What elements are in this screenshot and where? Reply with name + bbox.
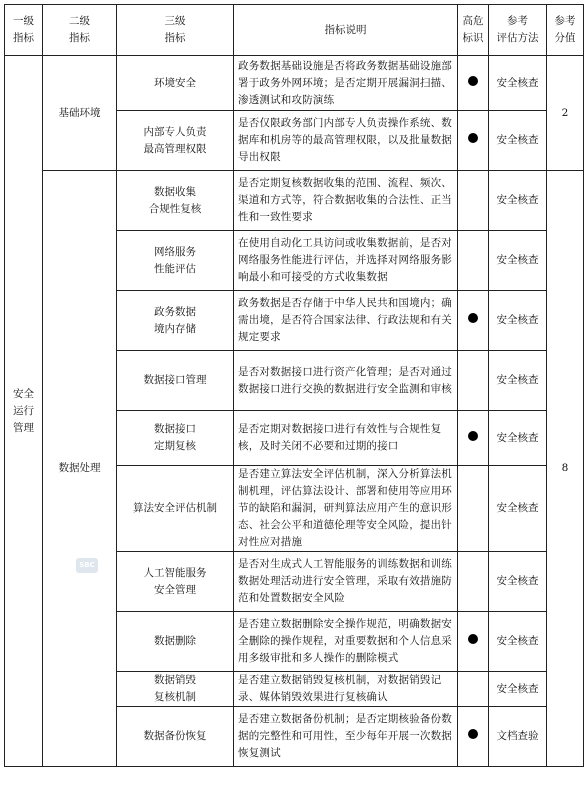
desc-cell [234,171,458,231]
level3-cell [117,351,234,411]
watermark-text: SBC [79,561,95,569]
level3-cell [117,56,234,111]
level3-label: 数据接口 定期复核 [154,423,196,452]
level3-label: 算法安全评估机制 [133,502,217,514]
level1-cell [5,56,43,767]
level3-label: 数据销毁 复核机制 [154,674,196,703]
high-risk-cell [458,56,489,111]
score-value: 8 [561,462,569,474]
desc-cell [234,111,458,171]
header-level1-text: 一级 指标 [13,15,34,44]
level3-cell [117,552,234,612]
method-text: 安全核查 [496,76,539,89]
level3-label: 环境安全 [154,76,196,89]
method-text: 安全核查 [496,134,539,146]
table-body [5,56,584,767]
desc-cell [234,291,458,351]
header-method [489,5,547,56]
desc-cell [234,231,458,291]
level2-label: 数据处理 [58,462,101,474]
header-level3-text: 三级 指标 [164,15,186,44]
level3-label: 人工智能服务 安全管理 [143,566,207,596]
header-score [547,5,584,56]
method-cell [489,231,547,291]
table-header-row [5,5,584,56]
high-risk-cell [458,171,489,231]
high-risk-dot-icon [468,729,478,739]
table-row [5,56,584,111]
high-risk-cell [458,466,489,552]
level3-cell [117,411,234,466]
table-row [5,171,584,231]
desc-text: 是否仅限政务部门内部专人负责操作系统、数据库和机房等的最高管理权限，以及批量数据导出权限 [238,117,452,163]
desc-text: 政务数据基础设施是否将政务数据基础设施部署于政务外网环境；是否定期开展漏洞扫描、渗透测试和攻防演练 [238,59,452,106]
high-risk-cell [458,111,489,171]
level3-cell [117,672,234,707]
high-risk-cell [458,231,489,291]
level3-label: 数据收集 合规性复核 [148,185,202,215]
high-risk-cell [458,672,489,707]
method-text: 安全核查 [496,431,539,444]
desc-text: 在使用自动化工具访问或收集数据前，是否对网络服务性能进行评估，并选择对网络服务影响最小和可接受的方式收集数据 [238,237,452,283]
desc-cell [234,466,458,552]
method-text: 安全核查 [496,254,539,266]
method-cell [489,411,547,466]
header-method-text: 参考 评估方法 [496,15,539,44]
high-risk-cell [458,291,489,351]
high-risk-cell [458,552,489,612]
level2-cell [43,171,117,767]
level3-cell [117,612,234,672]
method-cell [489,291,547,351]
method-cell [489,672,547,707]
desc-text: 是否定期对数据接口进行有效性与合规性复核，及时关闭不必要和过期的接口 [238,423,442,452]
desc-cell [234,351,458,411]
method-text: 安全核查 [496,374,539,386]
level3-label: 数据接口管理 [143,374,207,386]
desc-text: 是否建立数据备份机制；是否定期核验备份数据的完整性和可用性，至少每年开展一次数据恢复测试 [238,713,452,759]
desc-cell [234,552,458,612]
header-score-text: 参考 分值 [554,15,576,44]
method-text: 安全核查 [496,682,539,695]
level3-label: 数据备份恢复 [143,730,207,742]
level3-label: 数据删除 [154,635,196,647]
header-high-risk [458,5,489,56]
method-text: 安全核查 [496,635,539,647]
header-high-risk-text: 高危 标识 [462,15,484,44]
watermark-logo [76,558,98,573]
level3-cell [117,171,234,231]
level3-label: 政务数据 境内存储 [154,305,196,335]
desc-cell [234,411,458,466]
high-risk-dot-icon [468,76,478,86]
header-desc-text: 指标说明 [324,23,367,36]
header-desc [234,5,458,56]
desc-text: 政务数据是否存储于中华人民共和国境内；确需出境，是否符合国家法律、行政法规和有关规定要求 [238,297,452,343]
method-cell [489,552,547,612]
method-cell [489,111,547,171]
method-cell [489,171,547,231]
desc-text: 是否建立数据销毁复核机制，对数据销毁记录、媒体销毁效果进行复核确认 [238,674,442,703]
desc-text: 是否定期复核数据收集的范围、流程、频次、渠道和方式等，符合数据收集的合法性、正当性和一致性要求 [238,177,452,223]
score-cell [547,56,584,171]
method-cell [489,466,547,552]
header-level1 [5,5,43,56]
level2-label: 基础环境 [58,106,101,119]
level3-cell [117,231,234,291]
desc-text: 是否对生成式人工智能服务的训练数据和训练数据处理活动进行安全管理，采取有效措施防范和处置数据安全风险 [238,558,452,604]
desc-cell [234,612,458,672]
level3-cell [117,707,234,767]
desc-cell [234,56,458,111]
indicator-table [4,4,584,767]
level3-cell [117,111,234,171]
method-cell [489,56,547,111]
level3-cell [117,466,234,552]
high-risk-cell [458,411,489,466]
header-level2 [43,5,117,56]
high-risk-dot-icon [468,431,478,441]
score-value: 2 [561,106,569,119]
level3-label: 网络服务 性能评估 [154,245,196,275]
desc-text: 是否建立算法安全评估机制，深入分析算法机制机理，评估算法设计、部署和使用等应用环节的缺陷和漏洞，研判算法应用产生的意识形态、社会公平和道德伦理等安全风险，提出针对性应对措施 [238,468,452,548]
level3-label: 内部专人负责 最高管理权限 [143,125,207,155]
desc-cell [234,672,458,707]
high-risk-cell [458,351,489,411]
level1-label: 安全 运行 管理 [13,387,34,434]
level3-cell [117,291,234,351]
method-cell [489,707,547,767]
method-text: 安全核查 [496,502,539,514]
high-risk-cell [458,612,489,672]
score-cell [547,171,584,767]
desc-text: 是否对数据接口进行资产化管理；是否对通过数据接口进行交换的数据进行安全监测和审核 [238,365,452,395]
header-level2-text: 二级 指标 [69,15,90,44]
high-risk-dot-icon [468,313,478,323]
level2-cell [43,56,117,171]
method-text: 安全核查 [496,314,539,326]
desc-cell [234,707,458,767]
header-level3 [117,5,234,56]
desc-text: 是否建立数据删除安全操作规范，明确数据安全删除的操作规程，对重要数据和个人信息采用多级审批和多人操作的删除模式 [238,618,452,664]
method-cell [489,612,547,672]
method-text: 安全核查 [496,194,539,206]
method-text: 文档查验 [496,730,539,742]
high-risk-dot-icon [468,133,478,143]
high-risk-cell [458,707,489,767]
method-text: 安全核查 [496,575,539,587]
method-cell [489,351,547,411]
high-risk-dot-icon [468,634,478,644]
